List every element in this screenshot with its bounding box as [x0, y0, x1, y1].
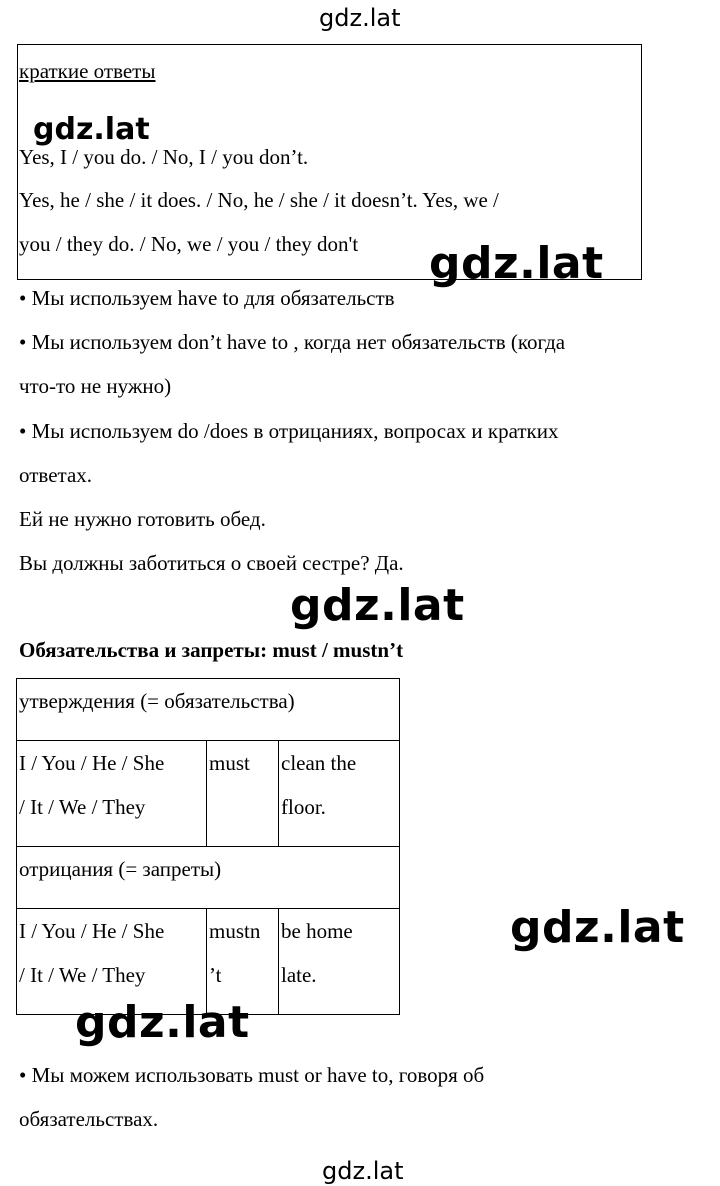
note-bullet-do-does-line2: ответах. [19, 463, 93, 487]
table-affirmative-modal [207, 741, 279, 847]
note-bullet-do-does-line1: • Мы используем do /does в отрицаниях, вопросах и кратких [19, 419, 559, 443]
subject-line-1: I / You / He / She [19, 919, 165, 943]
watermark-right: gdz.lat [510, 902, 685, 953]
example-sentence-1: Ей не нужно готовить обед. [19, 507, 266, 531]
short-answers-heading: краткие ответы [19, 59, 156, 83]
must-have-to-note-line2: обязательствах. [19, 1107, 159, 1131]
watermark-middle: gdz.lat [290, 580, 465, 631]
table-affirmative-verb [279, 741, 400, 847]
table-negative-header: отрицания (= запреты) [17, 847, 400, 909]
short-answer-line-2: Yes, he / she / it does. / No, he / she / it doesn’t. Yes, we / [19, 188, 499, 212]
table-affirmative-header: утверждения (= обязательства) [17, 679, 400, 741]
must-have-to-note-line1: • Мы можем использовать must or have to, говоря об [19, 1063, 485, 1087]
subject-line-2: / It / We / They [19, 963, 146, 987]
note-bullet-dont-have-to-line2: что-то не нужно) [19, 374, 172, 398]
verb-line-2: floor. [281, 795, 326, 819]
watermark-box-right: gdz.lat [429, 238, 604, 289]
short-answer-line-3: you / they do. / No, we / you / they don't [19, 232, 359, 256]
modal-mustnt-line-1: mustn [209, 919, 261, 943]
verb-line-1: be home [281, 919, 353, 943]
verb-line-1: clean the [281, 751, 357, 775]
must-mustnt-table [16, 678, 400, 1015]
note-bullet-have-to: • Мы используем have to для обязательств [19, 286, 395, 310]
watermark-lower: gdz.lat [75, 997, 250, 1048]
modal-must: must [209, 751, 250, 775]
table-negative-verb [279, 909, 400, 1015]
watermark-box: gdz.lat [33, 112, 150, 147]
table-affirmative-subject [17, 741, 207, 847]
example-sentence-2: Вы должны заботиться о своей сестре? Да. [19, 551, 404, 575]
note-bullet-dont-have-to-line1: • Мы используем don’t have to , когда нет обязательств (когда [19, 330, 566, 354]
watermark-top: gdz.lat [319, 4, 401, 32]
must-section-heading: Обязательства и запреты: must / mustn’t [19, 638, 404, 662]
subject-line-1: I / You / He / She [19, 751, 165, 775]
short-answer-line-1: Yes, I / you do. / No, I / you don’t. [19, 145, 309, 169]
verb-line-2: late. [281, 963, 317, 987]
modal-mustnt-line-2: ’t [209, 963, 222, 987]
watermark-bottom: gdz.lat [322, 1157, 404, 1185]
subject-line-2: / It / We / They [19, 795, 146, 819]
